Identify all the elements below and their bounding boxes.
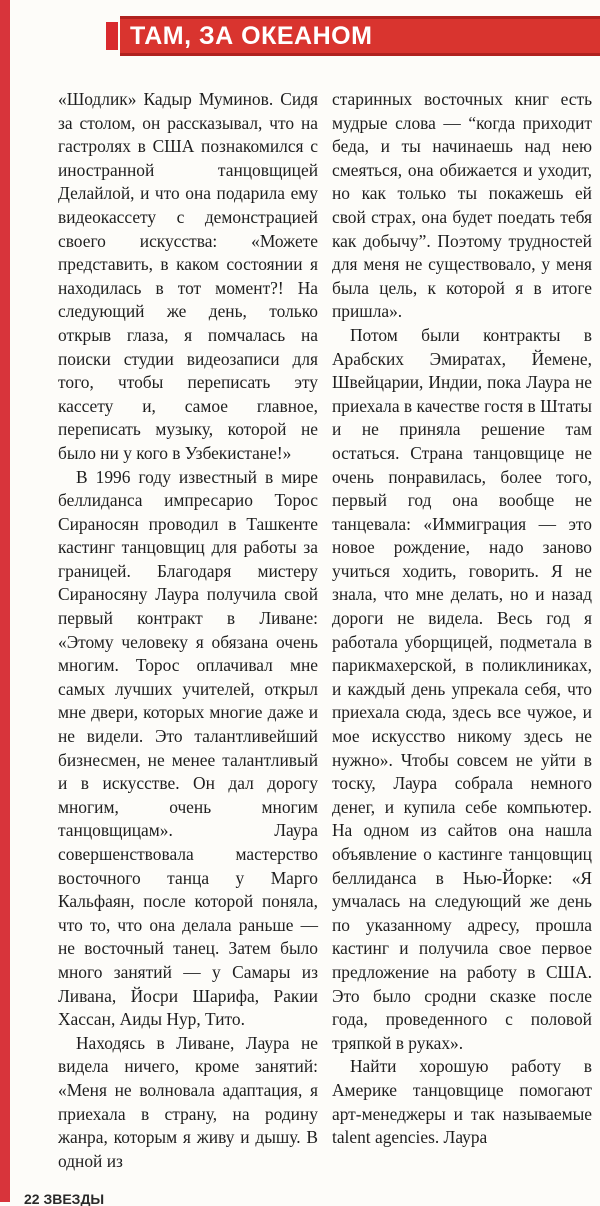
paragraph: «Шодлик» Кадыр Муминов. Сидя за столом, он рассказывал, что на гастролях в США познакомился с иностранной танцовщицей Делайлой, и что она подарила ему видеокассету с демонстрацией своего искусства: «Можете представить, в каком состоянии я находилась в тот момент?! На следующий же день, только открыв глаза, я помчалась на поиски студии видеозаписи для того, чтобы переписать эту кассету и, самое главное, переписать музыку, которой не было ни у кого в Узбекистане!» [58,89,318,463]
column-right [332,88,592,1168]
section-header [106,16,600,56]
paragraph: Находясь в Ливане, Лаура не видела ничего, кроме занятий: «Меня не волновала адаптация, я приехала в страну, на родину жанра, которым я живу и дышу. В одной из [58,1032,318,1171]
section-title: ТАМ, ЗА ОКЕАНОМ [120,16,600,56]
paragraph: Потом были контракты в Арабских Эмиратах, Йемене, Швейцарии, Индии, пока Лаура не приехала в качестве гостя в Штаты и не приняла решение там остаться. Страна танцовщице не очень понравилась, более того, первый год она вообще не танцевала: «Иммиграция — это новое рождение, надо заново учиться ходить, говорить. Я не знала, что мне делать, но и назад дороги не видела. Весь год я работала уборщицей, подметала в парикмахерской, в поликлиниках, и каждый день упрекала себя, что приехала сюда, здесь все чужое, и мое искусство никому здесь не нужно». Чтобы совсем не уйти в тоску, Лаура собрала немного денег, и купила себе компьютер. На одном из сайтов она нашла объявление о кастинге танцовщиц беллиданса в Нью-Йорке: «Я умчалась на следующий же день по указанному адресу, прошла кастинг и получила свое первое предложение на работу в США. Это было сродни сказке после года, проведенного с половой тряпкой в руках». [332,324,592,1053]
header-accent-bar [106,22,118,50]
column-left [58,88,318,1171]
paragraph: Найти хорошую работу в Америке танцовщице помогают арт-менеджеры и так называемые talent agencies. Лаура [332,1056,592,1148]
paragraph: старинных восточных книг есть мудрые слова — “когда приходит беда, и ты начинаешь над нею смеяться, она обижается и уходит, но как только ты покажешь ей свой страх, она будет поедать тебя как добычу”. Поэтому трудностей для меня не существовало, у меня была цель, к которой я в итоге пришла». [332,89,592,322]
paragraph: В 1996 году известный в мире беллиданса импресарио Торос Сираносян проводил в Ташкенте кастинг танцовщиц для работы за границей. Благодаря мистеру Сираносяну Лаура получила свой первый контракт в Ливане: «Этому человеку я обязана очень многим. Торос оплачивал мне самых лучших учителей, открыл мне двери, которых многие даже и не видели. Это талантливейший бизнесмен, не менее талантливый и в искусстве. Он дал дорогу многим, очень многим танцовщицам». Лаура совершенствовала мастерство восточного танца у Марго Кальфаян, после которой поняла, что то, что она делала раньше — не восточный танец. Затем было много занятий — у Самары из Ливана, Йосри Шарифа, Ракии Хассан, Аиды Нур, Тито. [58,466,318,1030]
page-edge-stripe [0,0,10,1202]
article-body [58,88,592,1171]
page-footer: 22 ЗВЕЗДЫ [24,1192,105,1206]
